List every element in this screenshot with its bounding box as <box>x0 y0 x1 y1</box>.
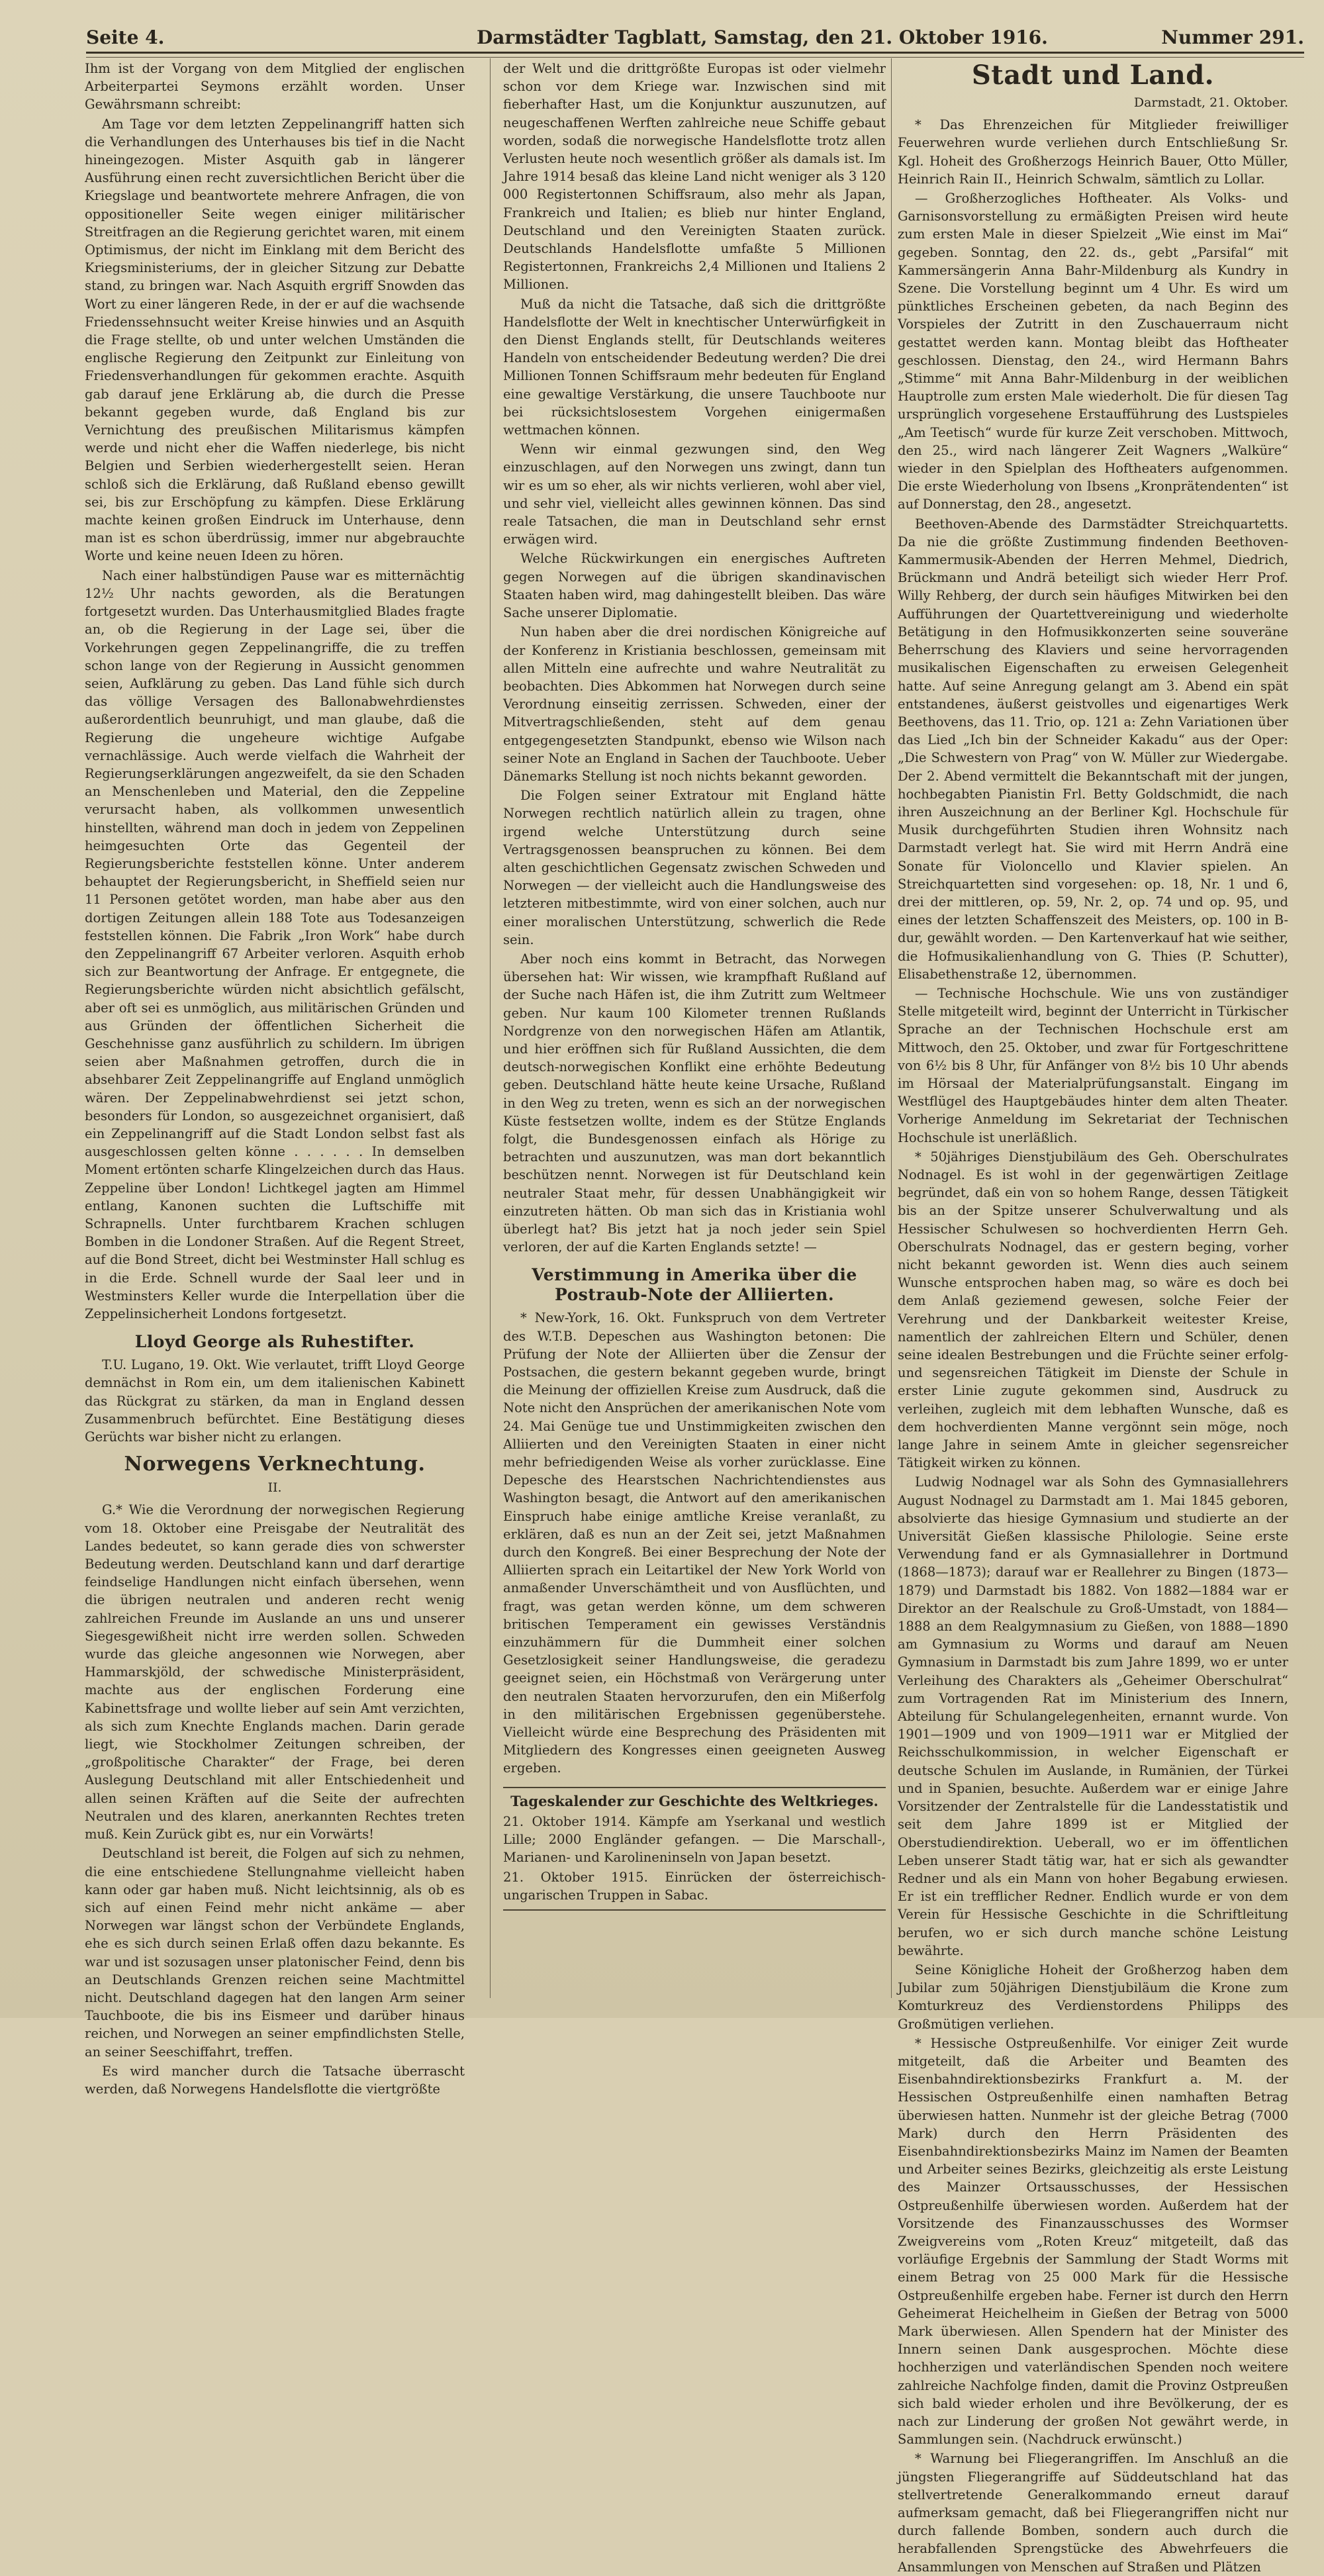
column-divider <box>490 58 491 1998</box>
article-paragraph: Wenn wir einmal gezwungen sind, den Weg einzuschlagen, auf den Norwegen uns zwingt, dann tun wir es um so eher, als wir nichts verlieren, wohl aber viel, und sehr viel, vielleicht alles gewinnen können. Das sind reale Tatsachen, die man in Deutschland sehr ernst erwägen wird. <box>503 442 886 548</box>
headline-amerika: Verstimmung in Amerika über die Postraub-Note der Alliierten. <box>532 1265 857 1305</box>
article-paragraph: Aber noch eins kommt in Betracht, das Norwegen übersehen hat: Wir wissen, wie krampfhaft Rußland auf der Suche nach Häfen ist, die ihm Zutritt zum Weltmeer geben. Nur kaum 100 Kilometer trennen Rußlands Nordgrenze von den norwegischen Häfen am Atlantik, und hier eröffnen sich für Rußland Aussichten, die dem deutsch-norwegischen Konflikt eine erhöhte Bedeutung geben. Deutschland hätte heute keine Ursache, Rußland in den Weg zu treten, wenn es sich an der norwegischen Küste festsetzen wollte, indem es der Stütze Englands folgt, die Bundesgenossen einfach als Hörige zu betrachten und auszunutzen, was man dort bekanntlich beschützen nennt. Norwegen ist für Deutschland kein neutraler Staat mehr, für dessen Unabhängigkeit wir einzutreten hätten. Ob man sich das in Kristiania wohl überlegt hat? Bis jetzt hat ja noch jeder sein Spiel verloren, der auf die Karten Englands setzte! — <box>503 951 886 1255</box>
article-paragraph: Welche Rückwirkungen ein energisches Auftreten gegen Norwegen auf die übrigen skandinavischen Staaten haben wird, mag dahingestellt bleiben. Das wäre Sache unserer Diplomatie. <box>503 551 886 621</box>
article-paragraph: * Hessische Ostpreußenhilfe. Vor einiger Zeit wurde mitgeteilt, daß die Arbeiter und Beamten des Eisenbahndirektionsbezirks Frankfurt a. M. der Hessischen Ostpreußenhilfe einen namhaften Betrag überwiesen hatten. Nunmehr ist der gleiche Betrag (7000 Mark) durch den Herrn Präsidenten des Eisenbahndirektionsbezirks Mainz im Namen der Beamten und Arbeiter seines Bezirks, gleichzeitig als erste Leistung des Mainzer Ortsausschusses, der Hessischen Ostpreußenhilfe überwiesen worden. Außerdem hat der Vorsitzende des Finanzausschusses des Wormser Zweigvereins vom „Roten Kreuz“ mitgeteilt, daß das vorläufige Ergebnis der Sammlung der Stadt Worms mit einem Betrag von 25 000 Mark für die Hessische Ostpreußenhilfe ergeben habe. Ferner ist durch den Herrn Geheimerat Heichelheim in Gießen der Betrag von 5000 Mark überwiesen. Allen Spendern hat der Minister des Innern seinen Dank ausgesprochen. Möchte diese hochherzigen und vaterländischen Spenden noch weitere zahlreiche Nachfolge finden, damit die Provinz Ostpreußen sich bald wieder erholen und ihre Bevölkerung, der es nach zur Linderung der großen Not gewährt werde, in Sammlungen sein. (Nachdruck erwünscht.) <box>898 2035 1288 2448</box>
kalender-entry: 21. Oktober 1914. Kämpfe am Yserkanal und westlich Lille; 2000 Engländer gefangen. — Die Marschall-, Marianen- und Karolineninseln von Japan besetzt. <box>503 1813 886 1866</box>
article-paragraph: Nun haben aber die drei nordischen Königreiche auf der Konferenz in Kristiania beschlossen, gemeinsam mit allen Mitteln eine aufrechte und wahre Neutralität zu beobachten. Dies Abkommen hat Norwegen durch seine Verordnung einseitig zerrissen. Schweden, einer der Mitvertragschließenden, steht auf dem genau entgegengesetzten Standpunkt, ebenso wie Wilson nach seiner Note an England in Sachen der Tauchboote. Ueber Dänemarks Stellung ist noch nichts bekannt geworden. <box>503 624 886 784</box>
article-paragraph: Nach einer halbstündigen Pause war es mitternächtig 12½ Uhr nachts geworden, als die Beratungen fortgesetzt wurden. Das Unterhausmitglied Blades fragte an, ob die Regierung in der Lage sei, über die Vorkehrungen gegen Zeppelinangriffe, die zu treffen schon lange von der Regierung in Aussicht genommen seien, Aufklärung zu geben. Das Land fühle sich durch das völlige Versagen des Ballonabwehrdienstes außerordentlich beunruhigt, und man glaube, daß die Regierung die ungeheure wichtige Aufgabe vernachlässige. Auch werde vielfach die Wahrheit der Regierungserklärungen angezweifelt, da sie den Schaden an Menschenleben und Material, den die Zeppeline verursacht haben, als vollkommen unwesentlich hinstellten, während man doch in jedem von Zeppelinen heimgesuchten Orte das Gegenteil der Regierungsberichte feststellen könne. Unter anderem behauptet der Regierungsbericht, in Sheffield seien nur 11 Personen getötet worden, man habe aber aus den dortigen Zeitungen allein 188 Tote aus Todesanzeigen feststellen können. Die Fabrik „Iron Work“ habe durch den Zeppelinangriff 67 Arbeiter verloren. Asquith erhob sich zur Beantwortung der Anfrage. Er entgegnete, die Regierungsberichte würden nicht absichtlich gefälscht, aber oft sei es unmöglich, aus militärischen Gründen und aus Gründen der öffentlichen Sicherheit die Geschehnisse ganz ausführlich zu schildern. Im übrigen seien aber Maßnahmen getroffen, durch die in absehbarer Zeit Zeppelinangriffe auf England unmöglich wären. Der Zeppelinabwehrdienst sei jetzt schon, besonders für London, so ausgezeichnet organisiert, daß ein Zeppelinangriff auf die Stadt London selbst fast als ausgeschlossen gelten könne . . . . . . In demselben Moment ertönten scharfe Klingelzeichen durch das Haus. Zeppeline über London! Lichtkegel jagten am Himmel entlang, Kanonen suchten die Luftschiffe mit Schrapnells. Unter furchtbarem Krachen schlugen Bomben in die Londoner Straßen. Auf die Regent Street, auf die Bond Street, dicht bei Westminster Hall schlug es in die Erde. Schnell wurde der Saal leer und in Westminsters Keller wurde die Interpellation über die Zeppelinsicherheit Londons fortgesetzt. <box>85 567 465 1322</box>
issue-number: Nummer 291. <box>1161 26 1304 48</box>
article-paragraph: Ludwig Nodnagel war als Sohn des Gymnasiallehrers August Nodnagel zu Darmstadt am 1. Mai 1845 geboren, absolvierte das hiesige Gymnasium und studierte an der Universität Gießen klassische Philologie. Seine erste Verwendung fand er als Gymnasiallehrer in Dortmund (1868—1873); darauf war er Reallehrer zu Bingen (1873—1879) und Darmstadt bis 1882. Von 1882—1884 war er Direktor an der Realschule zu Groß-Umstadt, von 1884—1888 an dem Realgymnasium zu Gießen, von 1888—1890 am Gymnasium zu Worms und darauf am Neuen Gymnasium in Darmstadt bis zum Jahre 1899, wo er unter Verleihung des Charakters als „Geheimer Oberschulrat“ zum Vortragenden Rat im Ministerium des Innern, Abteilung für Schulangelegenheiten, ernannt wurde. Von 1901—1909 und von 1909—1911 war er Mitglied der Reichsschulkommission, in welcher Eigenschaft er deutsche Schulen im Auslande, in Rumänien, der Türkei und in Spanien, besuchte. Außerdem war er einige Jahre Vorsitzender der Zentralstelle für die Landesstatistik und seit dem Jahre 1899 ist er Mitglied der Oberstudiendirektion. Ueberall, wo er im öffentlichen Leben unserer Stadt tätig war, hat er sich als gewandter Redner und als ein Mann von hoher Begabung erwiesen. Er ist ein trefflicher Redner. Endlich wurde er von dem Verein für Hessische Geschichte in die Schriftleitung berufen, wo er sich durch manche schöne Leistung bewährte. <box>898 1474 1288 1958</box>
article-paragraph: Seine Königliche Hoheit der Großherzog haben dem Jubilar zum 50jährigen Dienstjubiläum die Krone zum Komturkreuz des Verdienstordens Philipps des Großmütigen verliehen. <box>898 1962 1288 2032</box>
article-paragraph: G.* Wie die Verordnung der norwegischen Regierung vom 18. Oktober eine Preisgabe der Neutralität des Landes bedeutet, so kann gerade dies von schwerster Bedeutung werden. Deutschland kann und darf derartige feindselige Handlungen nicht einfach übersehen, wenn die übrigen neutralen und anderen recht wenig zahlreichen Freunde im Auslande an uns und unserer Siegesgewißheit nicht irre werden sollen. Schweden wurde das gleiche angesonnen wie Norwegen, aber Hammarskjöld, der schwedische Ministerpräsident, machte aus der englischen Forderung eine Kabinettsfrage und wollte lieber auf sein Amt verzichten, als sich zum Knechte Englands machen. Darin gerade liegt, wie Stockholmer Zeitungen schreiben, der „großpolitische Charakter“ der Frage, bei deren Auslegung Deutschland mit aller Entschiedenheit und allen seinen Kräften auf die Seite der aufrechten Neutralen und des klaren, anerkannten Rechtes treten muß. Kein Zurück gibt es, nur ein Vorwärts! <box>85 1502 465 1842</box>
article-paragraph: Deutschland ist bereit, die Folgen auf sich zu nehmen, die eine entschiedene Stellungnahme vielleicht haben kann oder gar haben muß. Nicht leichtsinnig, als ob es sich auf einen Feind mehr nicht ankäme — aber Norwegen war längst schon der Verbündete Englands, ehe es sich durch seinen Erlaß offen dazu bekannte. Es war und ist sozusagen unser platonischer Feind, denn bis an Deutschlands Grenzen reichen seine Machtmittel nicht. Deutschland dagegen hat den langen Arm seiner Tauchboote, die bis ins Eismeer und darüber hinaus reichen, und Norwegen an seiner empfindlichsten Stelle, an seiner Seeschiffahrt, treffen. <box>85 1846 465 2060</box>
article-paragraph: * Warnung bei Fliegerangriffen. Im Anschluß an die jüngsten Fliegerangriffe auf Süddeutschland hat das stellvertretende Generalkommando erneut darauf aufmerksam gemacht, daß bei Fliegerangriffen nicht nur durch fallende Bomben, sondern auch durch die herabfallenden Sprengstücke des Abwehrfeuers die Ansammlungen von Menschen auf Straßen und Plätzen <box>898 2451 1288 2575</box>
kalender-entry: 21. Oktober 1915. Einrücken der österreichisch-ungarischen Truppen in Sabac. <box>503 1869 886 1903</box>
newspaper-title-date: Darmstädter Tagblatt, Samstag, den 21. Oktober 1916. <box>477 26 1048 48</box>
article-paragraph: * 50jähriges Dienstjubiläum des Geh. Oberschulrates Nodnagel. Es ist wohl in der gegenwärtigen Zeitlage begründet, daß ein von so hohem Range, dessen Tätigkeit bis an der Spitze unserer Schulverwaltung und als Hessischer Schulwesen so hochverdienten Herrn Geh. Oberschulrats Nodnagel, das er gestern beging, vorher nicht bekannt geworden ist. Wenn dies auch seinem Wunsche entsprochen haben mag, so wäre es doch bei dem Anlaß geziemend gewesen, solche Feier der Verehrung und der Dankbarkeit weitester Kreise, namentlich der zahlreichen Eltern und Schüler, denen seine idealen Bestrebungen und die Früchte seiner erfolg- und segensreichen Tätigkeit im Dienste der Schule in erster Linie zugute gekommen sind, Ausdruck zu verleihen, zugleich mit dem lebhaften Wunsche, daß es dem hochverdienten Manne vergönnt sein möge, noch lange Jahre in seinem Amte in gleicher segensreicher Tätigkeit wirken zu können. <box>898 1149 1288 1471</box>
headline-norwegen: Norwegens Verknechtung. <box>124 1453 426 1476</box>
column-3 <box>898 60 1288 2575</box>
article-paragraph: Es wird mancher durch die Tatsache überrascht werden, daß Norwegens Handelsflotte die viertgrößte <box>85 2063 465 2097</box>
article-paragraph: T.U. Lugano, 19. Okt. Wie verlautet, trifft Lloyd George demnächst in Rom ein, um dem italienischen Kabinett das Rückgrat zu stärken, da man in England dessen Zusammenbruch befürchtet. Eine Bestätigung dieses Gerüchts war bisher nicht zu erlangen. <box>85 1357 465 1445</box>
dateline: Darmstadt, 21. Oktober. <box>1133 95 1288 110</box>
section-title-stadt-und-land: Stadt und Land. <box>971 60 1215 91</box>
article-paragraph: Muß da nicht die Tatsache, daß sich die drittgrößte Handelsflotte der Welt in knechtischer Unterwürfigkeit in den Dienst Englands stellt, für Deutschlands weiteres Handeln von entscheidender Bedeutung werden? Die drei Millionen Tonnen Schiffsraum mehr bedeuten für England eine gewaltige Verstärkung, die unsere Tauchboote nur bei rücksichtslosestem Vorgehen einigermaßen wettmachen können. <box>503 296 886 438</box>
tageskalender-box <box>503 1787 886 1911</box>
headline-part-number: II. <box>267 1480 282 1496</box>
article-paragraph: * New-York, 16. Okt. Funkspruch von dem Vertreter des W.T.B. Depeschen aus Washington betonen: Die Prüfung der Note der Alliierten über die Zensur der Postsachen, die gestern bekannt gegeben wurde, bringt die Meinung der offiziellen Kreise zum Ausdruck, daß die Note nicht den Ansprüchen der amerikanischen Note vom 24. Mai Genüge tue und Unstimmigkeiten zwischen den Alliierten und den Vereinigten Staaten in einer nicht mehr befriedigenden Weise als vorher zurücklasse. Eine Depesche des Hearstschen Nachrichtendienstes aus Washington besagt, die Antwort auf den amerikanischen Einspruch habe einige amtliche Kreise veranlaßt, zu erklären, daß es nun an der Zeit sei, jetzt Maßnahmen durch den Kongreß. Bei einer Besprechung der Note der Alliierten sprach ein Leitartikel der New York World von anmaßender Unverschämtheit und von Ausflüchten, und fragt, was getan werden könne, um dem schweren britischen Temperament ein gewisses Verständnis einzuhämmern für die Dummheit einer solchen Gesetzlosigkeit seiner Handlungsweise, die geradezu geeignet seien, ein Höchstmaß von Verärgerung unter den neutralen Staaten hervorzurufen, den ein Mißerfolg in den militärischen Ergebnissen gegenüberstehe. Vielleicht würde eine Besprechung des Präsidenten mit Mitgliedern des Kongresses einen geeigneten Ausweg ergeben. <box>503 1310 886 1776</box>
article-paragraph: * Das Ehrenzeichen für Mitglieder freiwilliger Feuerwehren wurde verliehen durch Entschließung Sr. Kgl. Hoheit des Großherzogs Heinrich Bauer, Otto Müller, Heinrich Rain II., Heinrich Schwalm, sämtlich zu Lollar. <box>898 117 1288 187</box>
headline-lloyd-george: Lloyd George als Ruhestifter. <box>134 1332 415 1352</box>
masthead <box>86 25 1304 54</box>
article-paragraph: Am Tage vor dem letzten Zeppelinangriff hatten sich die Verhandlungen des Unterhauses bis tief in die Nacht hineingezogen. Mister Asquith gab in längerer Ausführung einen recht zuversichtlichen Bericht über die Kriegslage und beantwortete mehrere Anfragen, die von oppositioneller Seite wegen einiger militärischer Streitfragen an die Regierung gerichtet waren, mit einem Optimismus, der nicht im Einklang mit dem Bericht des Kriegsministeriums, der in gleicher Sitzung zur Debatte stand, zu bringen war. Nach Asquith ergriff Snowden das Wort zu einer längeren Rede, in der er auf die wachsende Friedenssehnsucht weiter Kreise hinwies und an Asquith die Frage stellte, ob und unter welchen Umständen die englische Regierung den Zeitpunkt zur Einleitung von Friedensverhandlungen für gekommen erachte. Asquith gab darauf jene Erklärung ab, die durch die Presse bekannt gegeben wurde, daß England bis zur Vernichtung des preußischen Militarismus kämpfen werde und nicht eher die Waffen niederlege, bis nicht Belgien und Serbien wiederhergestellt seien. Heran schloß sich die Erklärung, daß Rußland ebenso gewillt sei, bis zur Erschöpfung zu kämpfen. Diese Erklärung machte keinen großen Eindruck im Unterhause, denn man ist es schon überdrüssig, immer nur abgebrauchte Worte und keine neuen Ideen zu hören. <box>85 116 465 564</box>
article-paragraph: — Großherzogliches Hoftheater. Als Volks- und Garnisonsvorstellung zu ermäßigten Preisen wird heute zum ersten Male in dieser Spielzeit „Wie einst im Mai“ gegeben. Sonntag, den 22. ds., gebt „Parsifal“ mit Kammersängerin Anna Bahr-Mildenburg als Kundry in Szene. Die Vorstellung beginnt um 4 Uhr. Es wird um pünktliches Erscheinen gebeten, da nach Beginn des Vorspieles der Zutritt in den Zuschauerraum nicht gestattet werden kann. Montag bleibt das Hoftheater geschlossen. Dienstag, den 24., wird Hermann Bahrs „Stimme“ mit Anna Bahr-Mildenburg in der weiblichen Hauptrolle zum ersten Male wiederholt. Die für diesen Tag ursprünglich vorgesehene Erstaufführung des Lustspieles „Am Teetisch“ wurde für kurze Zeit verschoben. Mittwoch, den 25., wird nach längerer Zeit Wagners „Walküre“ wieder in den Spielplan des Hoftheaters aufgenommen. Die erste Wiederholung von Ibsens „Kronprätendenten“ ist auf Donnerstag, den 28., angesetzt. <box>898 191 1288 512</box>
column-divider <box>891 58 892 1998</box>
article-paragraph: — Technische Hochschule. Wie uns von zuständiger Stelle mitgeteilt wird, beginnt der Unterricht in Türkischer Sprache an der Technischen Hochschule erst am Mittwoch, den 25. Oktober, und zwar für Fortgeschrittene von 6½ bis 8 Uhr, für Anfänger von 8½ bis 10 Uhr abends im Hörsaal der Materialprüfungsanstalt. Eingang im Westflügel des Hauptgebäudes hinter dem alten Theater. Vorherige Anmeldung im Sekretariat der Technischen Hochschule ist unerläßlich. <box>898 985 1288 1145</box>
article-paragraph: der Welt und die drittgrößte Europas ist oder vielmehr schon vor dem Kriege war. Inzwischen sind mit fieberhafter Hast, um die Konjunktur auszunutzen, auf neugeschaffenen Werften zahlreiche neue Schiffe gebaut worden, sodaß die norwegische Handelsflotte trotz allen Verlusten heute noch wesentlich größer als damals ist. Im Jahre 1914 besaß das kleine Land nicht weniger als 3 120 000 Registertonnen Schiffsraum, also mehr als Japan, Frankreich und Italien; es blieb nur hinter England, Deutschland und den Vereinigten Staaten zurück. Deutschlands Handelsflotte umfaßte 5 Millionen Registertonnen, Frankreichs 2,4 Millionen und Italiens 2 Millionen. <box>503 61 886 293</box>
article-paragraph: Die Folgen seiner Extratour mit England hätte Norwegen rechtlich natürlich allein zu tragen, ohne irgend welche Unterstützung durch seine Vertragsgenossen beanspruchen zu können. Bei dem alten geschichtlichen Gegensatz zwischen Schweden und Norwegen — der vielleicht auch die Handlungsweise des letzteren mitbestimmte, wird von einer solchen, auch nur einer moralischen Unterstützung, schwerlich die Rede sein. <box>503 788 886 947</box>
top-rule <box>86 57 1304 58</box>
article-paragraph: Beethoven-Abende des Darmstädter Streichquartetts. Da nie die größte Zustimmung findenden Beethoven-Kammermusik-Abenden der Herren Mehmel, Diedrich, Brückmann und Andrä beteiligt sich wieder Herr Prof. Willy Rehberg, der durch sein häufiges Mitwirken bei den Aufführungen der Quartettvereinigung und wiederholte Betätigung in den Hofmusikkonzerten seine souveräne Beherrschung des Klaviers und seine hervorragenden musikalischen Eigenschaften zu erweisen Gelegenheit hatte. Auf seine Anregung gelangt am 3. Abend ein spät entstandenes, äußerst geistvolles und eigenartiges Werk Beethovens, das 11. Trio, op. 121 a: Zehn Variationen über das Lied „Ich bin der Schneider Kakadu“ aus der Oper: „Die Schwestern von Prag“ von W. Müller zur Wiedergabe. Der 2. Abend vermittelt die Bekanntschaft mit der jungen, hochbegabten Pianistin Frl. Betty Goldschmidt, die nach ihren Auszeichnung an der Berliner Kgl. Hochschule für Musik durchgeführten Studien ihren Wohnsitz nach Darmstadt verlegt hat. Sie wird mit Herrn Andrä eine Sonate für Violoncello und Klavier spielen. An Streichquartetten sind vorgesehen: op. 18, Nr. 1 und 6, drei der mittleren, op. 59, Nr. 2, op. 74 und op. 95, und eines der letzten Schaffenszeit des Meisters, op. 100 in B-dur, gewählt worden. — Den Kartenverkauf hat wie seither, die Hofmusikalienhandlung von G. Thies (P. Schutter), Elisabethenstraße 12, übernommen. <box>898 516 1288 982</box>
page-number-label: Seite 4. <box>86 26 165 48</box>
column-2 <box>503 60 886 1993</box>
column-1 <box>85 60 465 2097</box>
article-paragraph: Ihm ist der Vorgang von dem Mitglied der englischen Arbeiterpartei Seymons erzählt worden. Unser Gewährsmann schreibt: <box>85 61 465 113</box>
tageskalender-title: Tageskalender zur Geschichte des Weltkrieges. <box>510 1792 878 1809</box>
